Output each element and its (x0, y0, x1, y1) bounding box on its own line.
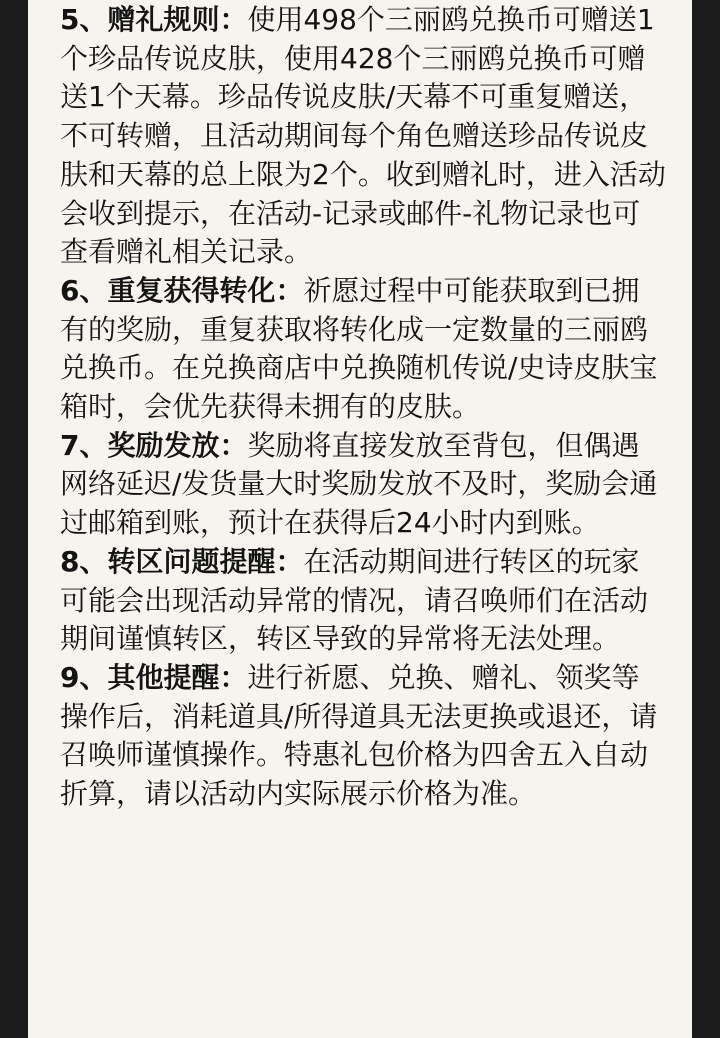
rule-duplicate-conversion (60, 272, 666, 427)
rules-document (28, 0, 692, 1038)
rule-body: 进行祈愿、兑换、赠礼、领奖等操作后，消耗道具/所得道具无法更换或退还，请召唤师谨慎操作。特惠礼包价格为四舍五入自动折算，请以活动内实际展示价格为准。 (60, 660, 658, 811)
rule-title: 5、赠礼规则： (60, 3, 248, 36)
rule-title: 7、奖励发放： (60, 428, 248, 462)
rule-title: 8、转区问题提醒： (60, 544, 304, 578)
rule-title: 9、其他提醒： (60, 660, 248, 694)
rule-body: 奖励将直接发放至背包，但偶遇网络延迟/发货量大时奖励发放不及时，奖励会通过邮箱到账，预计在获得后24小时内到账。 (60, 428, 658, 540)
rule-body: 祈愿过程中可能获取到已拥有的奖励，重复获取将转化成一定数量的三丽鸥兑换币。在兑换商店中兑换随机传说/史诗皮肤宝箱时，会优先获得未拥有的皮肤。 (60, 273, 658, 424)
rule-server-transfer (60, 543, 666, 659)
rule-body: 使用498个三丽鸥兑换币可赠送1个珍品传说皮肤，使用428个三丽鸥兑换币可赠送1个天幕。珍品传说皮肤/天幕不可重复赠送，不可转赠，且活动期间每个角色赠送珍品传说皮肤和天幕的总上限为2个。收到赠礼时，进入活动会收到提示，在活动-记录或邮件-礼物记录也可查看赠礼相关记录。 (60, 3, 666, 269)
rule-reward-delivery (60, 427, 666, 543)
rule-title: 6、重复获得转化： (60, 273, 304, 307)
rule-other-reminders (60, 659, 666, 814)
rule-gifting (60, 1, 666, 272)
rule-body: 在活动期间进行转区的玩家可能会出现活动异常的情况，请召唤师们在活动期间谨慎转区，转区导致的异常将无法处理。 (60, 544, 649, 656)
